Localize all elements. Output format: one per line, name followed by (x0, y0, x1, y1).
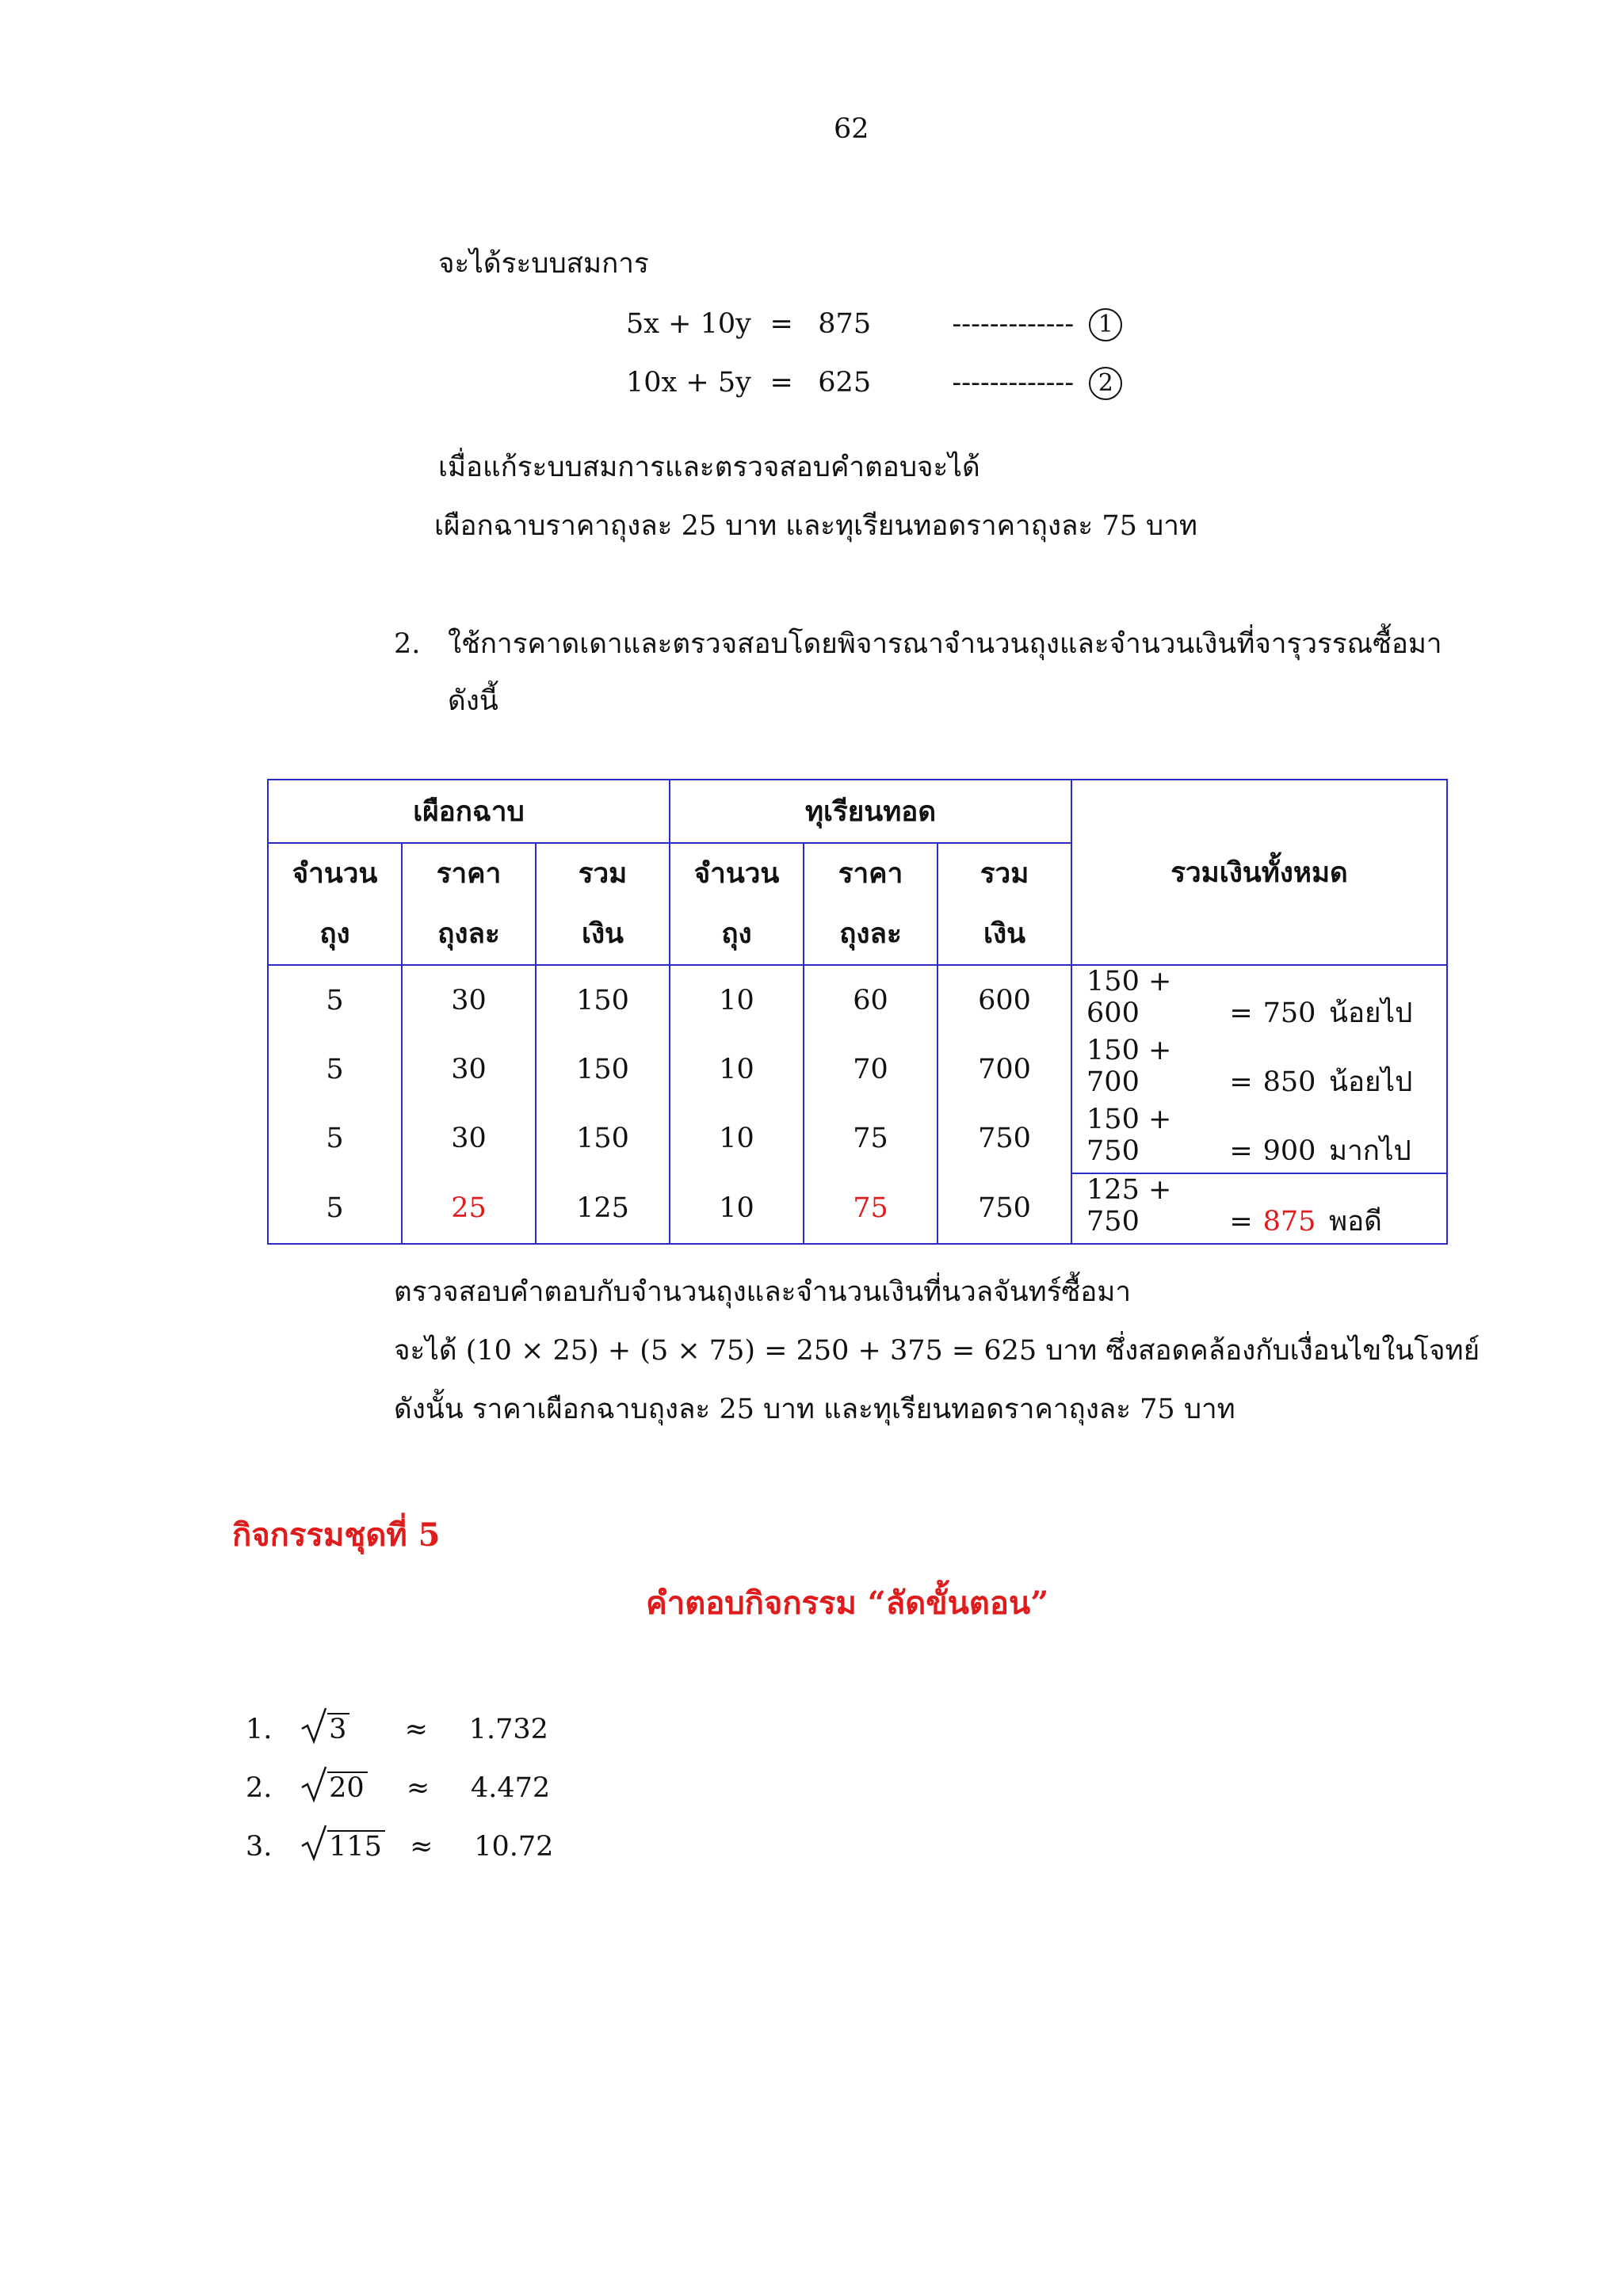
table-cell: 750 (938, 1104, 1071, 1173)
equation-lhs: 10x + 5y (626, 366, 751, 399)
total-note: น้อยไป (1329, 997, 1413, 1029)
total-cell (1071, 1104, 1447, 1173)
equation-2 (626, 367, 1122, 400)
root-row-1 (246, 1713, 548, 1744)
total-expression: 150 + 700 (1086, 1035, 1172, 1098)
subheader-line-2: ถุงละ (839, 917, 902, 950)
equation-rhs: 625 (818, 366, 872, 399)
item-2-line-1: ใช้การคาดเดาและตรวจสอบโดยพิจารณาจำนวนถุงและจำนวนเงินที่จารุวรรณซื้อมา (448, 628, 1442, 660)
radicand: 115 (327, 1830, 385, 1861)
total-cell (1071, 1035, 1447, 1104)
subheader-line-1: จำนวน (693, 857, 780, 890)
radicand: 3 (327, 1713, 349, 1744)
equation-eq: = (769, 366, 793, 399)
total-expression: 150 + 750 (1086, 1104, 1172, 1167)
table-cell: 75 (804, 1104, 938, 1173)
table-row (268, 965, 1447, 1035)
table-cell: 30 (402, 1035, 536, 1104)
check-line-2: จะได้ (10 × 25) + (5 × 75) = 250 + 375 = 625 บาท ซึ่งสอดคล้องกับเงื่อนไขในโจทย์ (394, 1335, 1480, 1367)
sqrt-icon (300, 1764, 327, 1803)
table-cell: 150 (536, 1104, 670, 1173)
subheader-cell (804, 843, 938, 965)
root-number: 3. (246, 1831, 273, 1863)
subheader-line-1: ราคา (436, 857, 502, 890)
check-line-3: ดังนั้น ราคาเผือกฉาบถุงละ 25 บาท และทุเรียนทอดราคาถุงละ 75 บาท (394, 1394, 1235, 1425)
subheader-line-2: ถุง (319, 917, 350, 950)
subheader-line-2: ถุงละ (437, 917, 500, 950)
total-expression: 125 + 750 (1086, 1174, 1172, 1238)
table-cell: 150 (536, 965, 670, 1035)
guess-check-table (267, 779, 1448, 1245)
activity-heading: กิจกรรมชุดที่ 5 (232, 1516, 441, 1554)
subheader-cell (670, 843, 804, 965)
sqrt-expression (300, 1713, 349, 1744)
total-note: มากไป (1329, 1135, 1411, 1167)
page-number: 62 (834, 113, 869, 145)
radicand: 20 (327, 1772, 368, 1802)
approx-sign: ≈ (410, 1831, 433, 1863)
subheader-cell (402, 843, 536, 965)
total-note: น้อยไป (1329, 1066, 1413, 1098)
sqrt-icon (300, 1822, 327, 1862)
table-cell: 30 (402, 1104, 536, 1173)
total-equals: = (1229, 1206, 1253, 1238)
total-cell (1071, 1173, 1447, 1244)
root-number: 2. (246, 1772, 273, 1804)
system-intro: จะได้ระบบสมการ (438, 248, 649, 280)
table-cell: 5 (268, 1173, 402, 1244)
table-row (268, 1173, 1447, 1244)
header-grand-total: รวมเงินทั้งหมด (1071, 780, 1447, 965)
total-equals: = (1229, 997, 1253, 1029)
table-cell-highlight: 75 (804, 1173, 938, 1244)
total-equals: = (1229, 1135, 1253, 1167)
table-cell: 30 (402, 965, 536, 1035)
table-cell: 125 (536, 1173, 670, 1244)
table-cell: 10 (670, 1035, 804, 1104)
sqrt-expression (300, 1772, 368, 1802)
equation-eq: = (769, 307, 793, 340)
header-taro-chips: เผือกฉาบ (268, 780, 670, 843)
approx-sign: ≈ (406, 1772, 430, 1804)
root-value: 10.72 (474, 1831, 554, 1863)
table-cell: 60 (804, 965, 938, 1035)
subheader-cell (536, 843, 670, 965)
total-cell (1071, 965, 1447, 1035)
root-row-3 (246, 1830, 553, 1861)
subheader-line-2: ถุง (721, 917, 752, 950)
root-value: 1.732 (468, 1714, 548, 1745)
subheader-line-1: รวม (980, 857, 1029, 890)
root-value: 4.472 (470, 1772, 551, 1804)
equation-dashes: ------------- (952, 366, 1075, 399)
subheader-cell (938, 843, 1071, 965)
subheader-line-2: เงิน (983, 917, 1025, 950)
subheader-line-1: จำนวน (292, 857, 378, 890)
total-value: 750 (1262, 997, 1316, 1029)
table-cell: 5 (268, 965, 402, 1035)
equation-1 (626, 308, 1122, 341)
item-2-line-2: ดังนี้ (448, 685, 498, 717)
table-row (268, 1104, 1447, 1173)
table-cell: 10 (670, 1173, 804, 1244)
approx-sign: ≈ (404, 1714, 428, 1745)
total-equals: = (1229, 1066, 1253, 1098)
check-line-1: ตรวจสอบคำตอบกับจำนวนถุงและจำนวนเงินที่นวลจันทร์ซื้อมา (394, 1276, 1132, 1308)
equation-lhs: 5x + 10y (626, 307, 751, 340)
total-value: 900 (1262, 1135, 1316, 1167)
subheader-line-2: เงิน (582, 917, 624, 950)
table-cell: 150 (536, 1035, 670, 1104)
subheader-line-1: ราคา (838, 857, 903, 890)
total-expression: 150 + 600 (1086, 966, 1172, 1029)
equation-number-circle: 2 (1089, 367, 1122, 400)
table-cell: 750 (938, 1173, 1071, 1244)
table-cell: 10 (670, 965, 804, 1035)
table-cell-highlight: 25 (402, 1173, 536, 1244)
table-cell: 5 (268, 1035, 402, 1104)
solve-line-1: เมื่อแก้ระบบสมการและตรวจสอบคำตอบจะได้ (438, 452, 980, 483)
total-value: 850 (1262, 1066, 1316, 1098)
item-2-number: 2. (394, 628, 421, 660)
sqrt-icon (300, 1705, 327, 1745)
equation-dashes: ------------- (952, 307, 1075, 340)
table-cell: 10 (670, 1104, 804, 1173)
solve-line-2: เผือกฉาบราคาถุงละ 25 บาท และทุเรียนทอดราคาถุงละ 75 บาท (434, 510, 1197, 542)
subheader-line-1: รวม (578, 857, 628, 890)
activity-title: คำตอบกิจกรรม “ลัดขั้นตอน” (646, 1585, 1049, 1622)
table-cell: 70 (804, 1035, 938, 1104)
total-value-highlight: 875 (1262, 1206, 1316, 1238)
total-note: พอดี (1329, 1206, 1382, 1238)
equation-rhs: 875 (818, 307, 872, 340)
table-cell: 600 (938, 965, 1071, 1035)
table-cell: 700 (938, 1035, 1071, 1104)
sqrt-expression (300, 1830, 385, 1861)
root-number: 1. (246, 1714, 273, 1745)
table-row (268, 1035, 1447, 1104)
equation-number-circle: 1 (1089, 308, 1122, 341)
header-fried-durian: ทุเรียนทอด (670, 780, 1071, 843)
root-row-2 (246, 1772, 550, 1802)
subheader-cell (268, 843, 402, 965)
table-cell: 5 (268, 1104, 402, 1173)
